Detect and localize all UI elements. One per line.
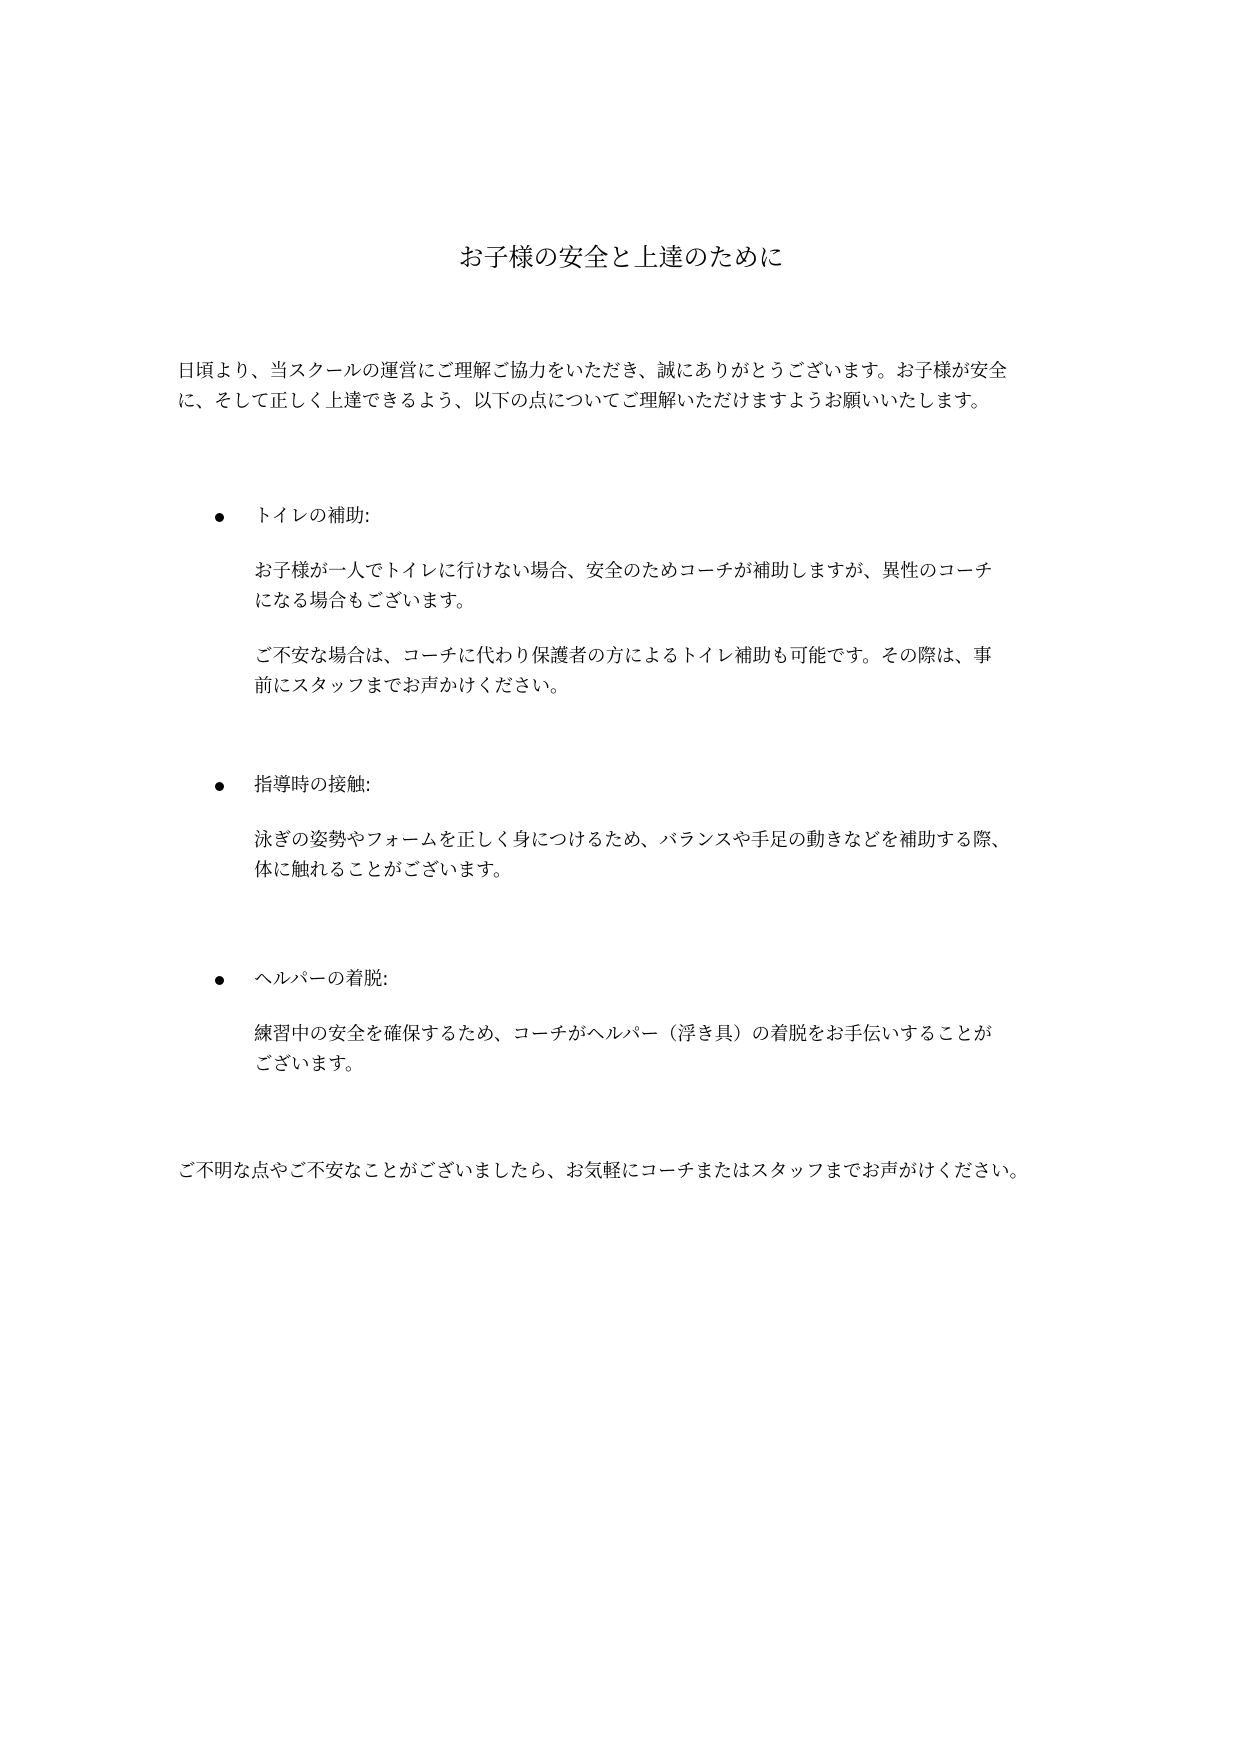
bullet-icon: [215, 513, 224, 522]
bullet-icon: [215, 782, 224, 791]
section-paragraph: [254, 642, 1095, 702]
bullet-icon: [215, 976, 224, 985]
paragraph-line: 前にスタッフまでお声かけください。: [254, 676, 569, 697]
section-instruction-contact: [215, 771, 1095, 886]
paragraph-line: になる場合もございます。: [254, 591, 475, 612]
paragraph-line: ございます。: [254, 1054, 364, 1075]
paragraph-line: 体に触れることがございます。: [254, 860, 512, 881]
intro-paragraph: [177, 357, 1077, 417]
document-title: お子様の安全と上達のために: [458, 243, 784, 272]
section-paragraph: [254, 1020, 1095, 1080]
section-heading: [215, 771, 1095, 801]
section-helper-fitting: [215, 965, 1095, 1080]
section-heading-text: ヘルパーの着脱:: [254, 969, 389, 990]
paragraph-line: ご不安な場合は、コーチに代わり保護者の方によるトイレ補助も可能です。その際は、事: [254, 646, 992, 667]
section-heading-text: 指導時の接触:: [254, 775, 372, 796]
paragraph-line: 泳ぎの姿勢やフォームを正しく身につけるため、バランスや手足の動きなどを補助する際、: [254, 830, 1010, 851]
section-paragraph: [254, 826, 1095, 886]
section-heading-text: トイレの補助:: [254, 506, 371, 527]
closing-paragraph: ご不明な点やご不安なことがございましたら、お気軽にコーチまたはスタッフまでお声がけください。: [177, 1161, 1029, 1182]
intro-line: に、そして正しく上達できるよう、以下の点についてご理解いただけますようお願いいたします。: [177, 391, 990, 412]
section-paragraph: [254, 557, 1095, 617]
intro-line: 日頃より、当スクールの運営にご理解ご協力をいただき、誠にありがとうございます。お子様が安全: [177, 361, 1007, 382]
section-heading: [215, 502, 1095, 532]
section-heading: [215, 965, 1095, 995]
section-toilet-assistance: [215, 502, 1095, 702]
paragraph-line: お子様が一人でトイレに行けない場合、安全のためコーチが補助しますが、異性のコーチ: [254, 561, 993, 582]
paragraph-line: 練習中の安全を確保するため、コーチがヘルパー（浮き具）の着脱をお手伝いすることが: [254, 1024, 992, 1045]
